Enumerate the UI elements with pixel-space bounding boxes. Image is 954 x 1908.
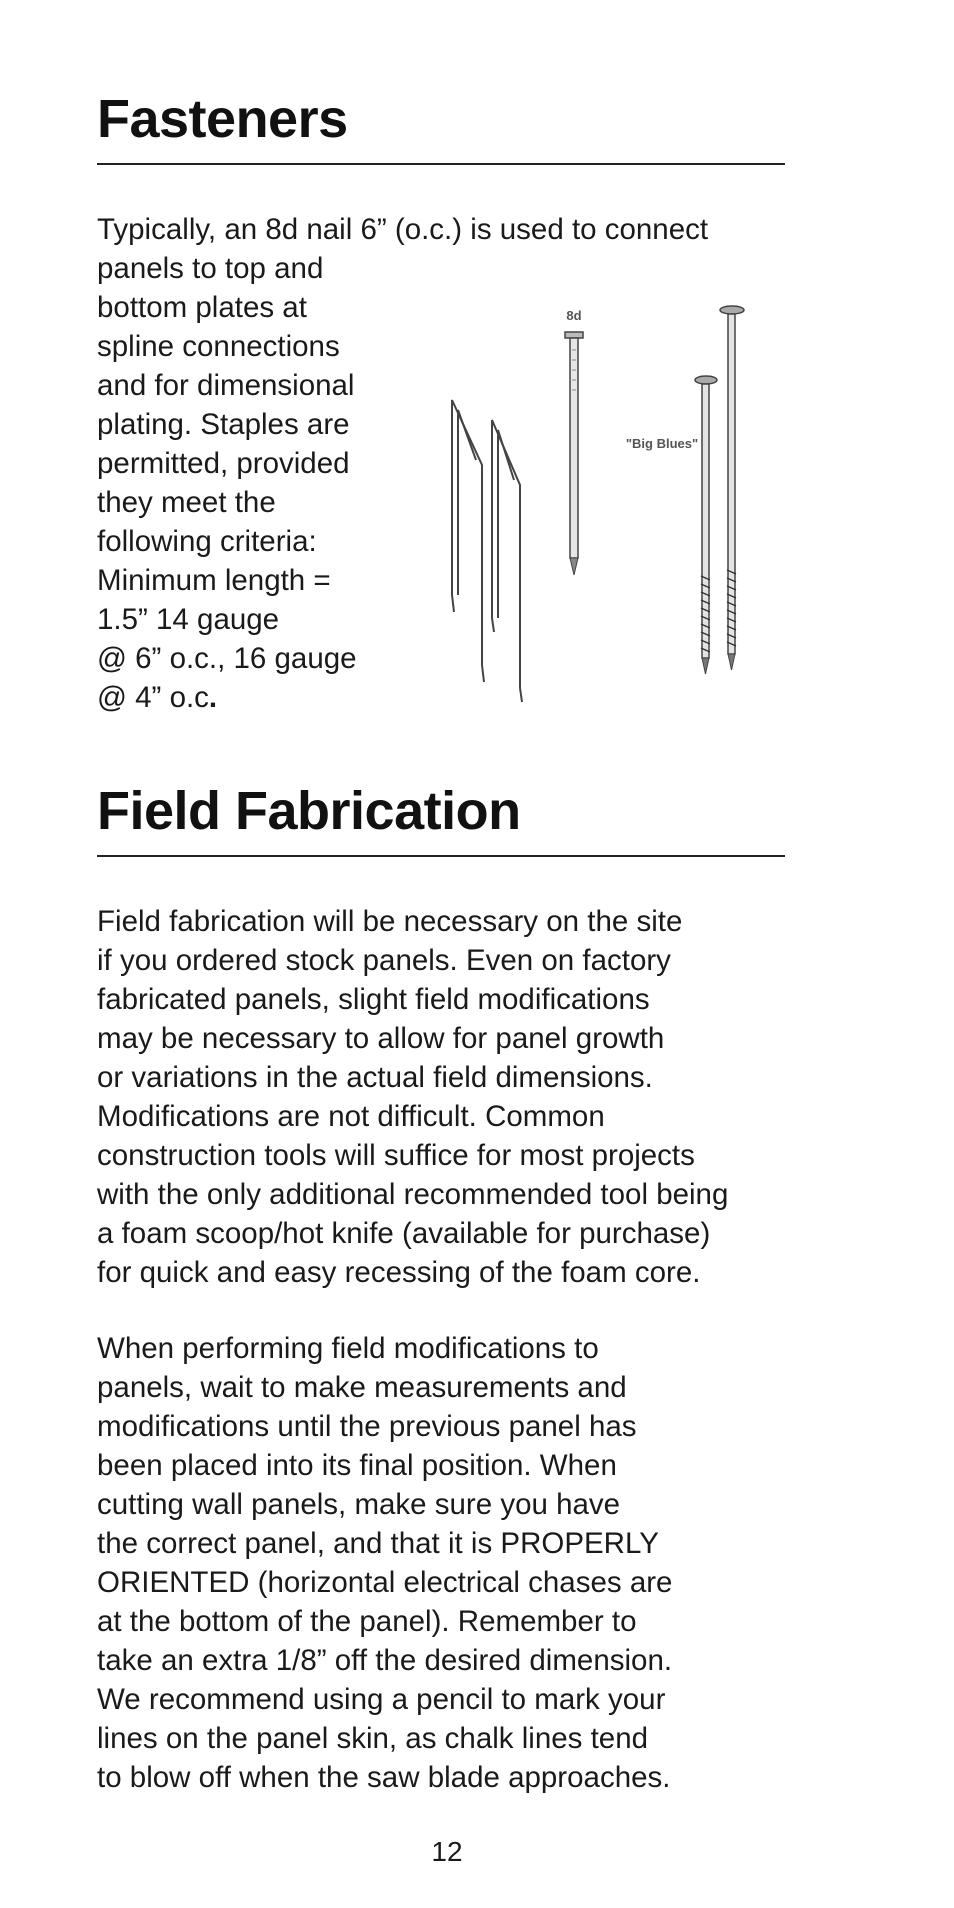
field-fabrication-heading: Field Fabrication: [97, 781, 521, 841]
text-line: or variations in the actual field dimensions.: [97, 1061, 653, 1094]
text-line: been placed into its final position. When: [97, 1449, 617, 1482]
8d-nail-icon: [565, 332, 583, 575]
nail-label: 8d: [566, 308, 582, 323]
fasteners-rule: [97, 163, 785, 165]
text-line: fabricated panels, slight field modifications: [97, 983, 650, 1016]
text-line: to blow off when the saw blade approaches.: [97, 1761, 671, 1794]
text-line: following criteria:: [97, 525, 317, 558]
text-line: Field fabrication will be necessary on the site: [97, 905, 683, 938]
text-line: cutting wall panels, make sure you have: [97, 1488, 621, 1521]
long-nail-icon: [720, 306, 744, 670]
text-line: with the only additional recommended tool being: [97, 1178, 729, 1211]
text-line: a foam scoop/hot knife (available for purchase): [97, 1217, 711, 1250]
text-line-content: @ 4” o.c: [97, 681, 209, 714]
text-line: modifications until the previous panel has: [97, 1410, 637, 1443]
staple-icon: [492, 420, 522, 702]
text-line: permitted, provided: [97, 447, 350, 480]
staple-icon: [452, 400, 484, 682]
big-blues-label: "Big Blues": [625, 436, 699, 451]
field-fabrication-rule: [97, 855, 785, 857]
text-line: When performing field modifications to: [97, 1332, 599, 1365]
bold-period: .: [208, 681, 218, 714]
text-line: spline connections: [97, 330, 340, 363]
page-number: 12: [431, 1836, 463, 1867]
text-line: 1.5” 14 gauge: [97, 603, 280, 636]
long-nail-icon: [695, 376, 717, 674]
text-line: Minimum length =: [97, 564, 331, 597]
text-line: the correct panel, and that it is PROPERLY: [97, 1527, 659, 1560]
text-line: take an extra 1/8” off the desired dimension.: [97, 1644, 673, 1677]
text-line: and for dimensional: [97, 369, 355, 402]
text-line: they meet the: [97, 486, 276, 519]
text-line: lines on the panel skin, as chalk lines tend: [97, 1722, 649, 1755]
text-line: construction tools will suffice for most projects: [97, 1139, 695, 1172]
nails-staples-illustration: [400, 270, 780, 730]
text-line: for quick and easy recessing of the foam core.: [97, 1256, 701, 1289]
text-line: at the bottom of the panel). Remember to: [97, 1605, 637, 1638]
text-line: @ 6” o.c., 16 gauge: [97, 642, 357, 675]
field-fabrication-paragraph-1: [97, 902, 728, 1292]
text-line: We recommend using a pencil to mark your: [97, 1683, 666, 1716]
text-line: Modifications are not difficult. Common: [97, 1100, 605, 1133]
fasteners-heading: Fasteners: [97, 89, 348, 149]
text-line: panels, wait to make measurements and: [97, 1371, 627, 1404]
text-line: if you ordered stock panels. Even on factory: [97, 944, 671, 977]
text-line: plating. Staples are: [97, 408, 350, 441]
field-fabrication-paragraph-2: [97, 1329, 672, 1797]
text-line: ORIENTED (horizontal electrical chases are: [97, 1566, 673, 1599]
text-line: bottom plates at: [97, 291, 307, 324]
text-line: Typically, an 8d nail 6” (o.c.) is used to connect: [97, 213, 709, 246]
text-line: panels to top and: [97, 252, 324, 285]
text-line: may be necessary to allow for panel growth: [97, 1022, 665, 1055]
